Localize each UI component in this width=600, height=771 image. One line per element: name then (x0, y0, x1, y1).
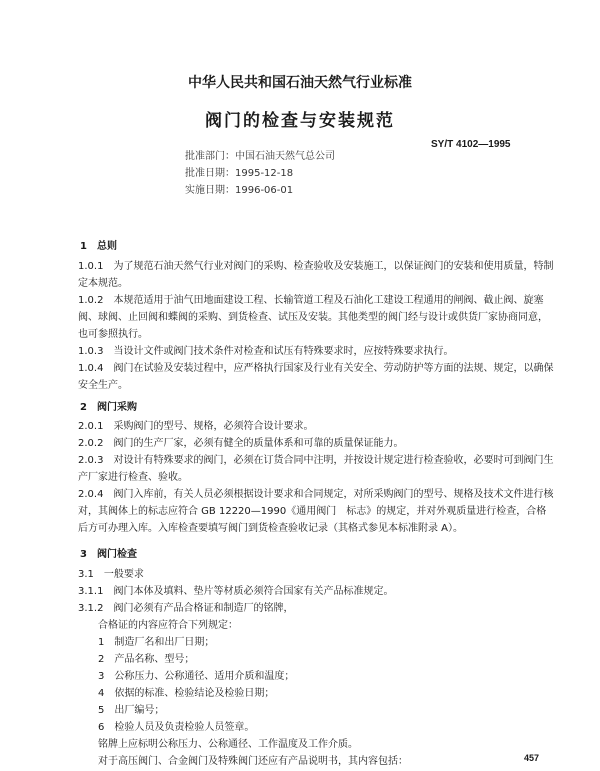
document-title: 阀门的检查与安装规范 (205, 111, 395, 131)
list-item: 1 制造厂名和出厂日期； (98, 637, 215, 648)
clause-3-1: 3.1 一般要求 (78, 569, 144, 580)
clause-2-0-2: 2.0.2 阀门的生产厂家，必须有健全的质量体系和可靠的质量保证能力。 (78, 438, 404, 449)
certificate-content-intro: 合格证的内容应符合下列规定： (98, 620, 238, 631)
clause-1-0-3: 1.0.3 当设计文件或阀门技术条件对检查和试压有特殊要求时，应按特殊要求执行。 (78, 346, 454, 357)
clause-3-1-1: 3.1.1 阀门本体及填料、垫片等材质必须符合国家有关产品标准规定。 (78, 586, 394, 597)
issuing-body-header: 中华人民共和国石油天然气行业标准 (188, 75, 412, 91)
list-item: 5 出厂编号； (98, 705, 165, 716)
page-number: 457 (524, 753, 540, 763)
clause-2-0-3: 2.0.3 对设计有特殊要求的阀门，必须在订货合同中注明，并按设计规定进行检查验收，必要时可到阀门生产厂家进行检查、验收。 (78, 455, 554, 483)
nameplate-requirement: 铭牌上应标明公称压力、公称通径、工作温度及工作介质。 (98, 739, 358, 750)
list-item: 2 产品名称、型号； (98, 654, 195, 665)
clause-1-0-2: 1.0.2 本规范适用于油气田地面建设工程、长输管道工程及石油化工建设工程通用的闸阀、截止阀、旋塞阀、球阀、止回阀和蝶阀的采购、到货检查、试压及安装。其他类型的阀门经与设计或供货厂家协商同意，也可参照执行。 (78, 295, 548, 340)
approving-authority: 批准部门：中国石油天然气总公司 (185, 151, 335, 162)
list-item: 6 检验人员及负责检验人员签章。 (98, 722, 255, 733)
manual-requirement: 对于高压阀门、合金阀门及特殊阀门还应有产品说明书，其内容包括： (98, 756, 408, 767)
standard-number: SY/T 4102—1995 (431, 139, 511, 150)
clause-1-0-4: 1.0.4 阀门在试验及安装过程中，应严格执行国家及行业有关安全、劳动防护等方面的法规、规定，以确保安全生产。 (78, 363, 554, 391)
approval-date: 批准日期：1995-12-18 (185, 168, 294, 179)
clause-3-1-2: 3.1.2 阀门必须有产品合格证和制造厂的铭牌， (78, 603, 294, 614)
list-item: 4 依据的标准、检验结论及检验日期； (98, 688, 275, 699)
section-2-heading: 2 阀门采购 (80, 402, 137, 413)
section-1-heading: 1 总则 (80, 241, 117, 252)
clause-2-0-1: 2.0.1 采购阀门的型号、规格，必须符合设计要求。 (78, 421, 314, 432)
clause-2-0-4: 2.0.4 阀门入库前，有关人员必须根据设计要求和合同规定，对所采购阀门的型号、规格及技术文件进行核对，其阀体上的标志应符合 GB 12220—1990《通用阀门 标志》的规定，并对外观质量进行检查，合格后方可办理入库。入库检查要填写阀门到货检查验收记录（其格式参见本标准附录 A）。 (78, 489, 554, 534)
list-item: 3 公称压力、公称通径、适用介质和温度； (98, 671, 295, 682)
effective-date: 实施日期：1996-06-01 (185, 185, 294, 196)
section-3-heading: 3 阀门检查 (80, 549, 137, 560)
clause-1-0-1: 1.0.1 为了规范石油天然气行业对阀门的采购、检查验收及安装施工，以保证阀门的安装和使用质量，特制定本规范。 (78, 261, 554, 289)
